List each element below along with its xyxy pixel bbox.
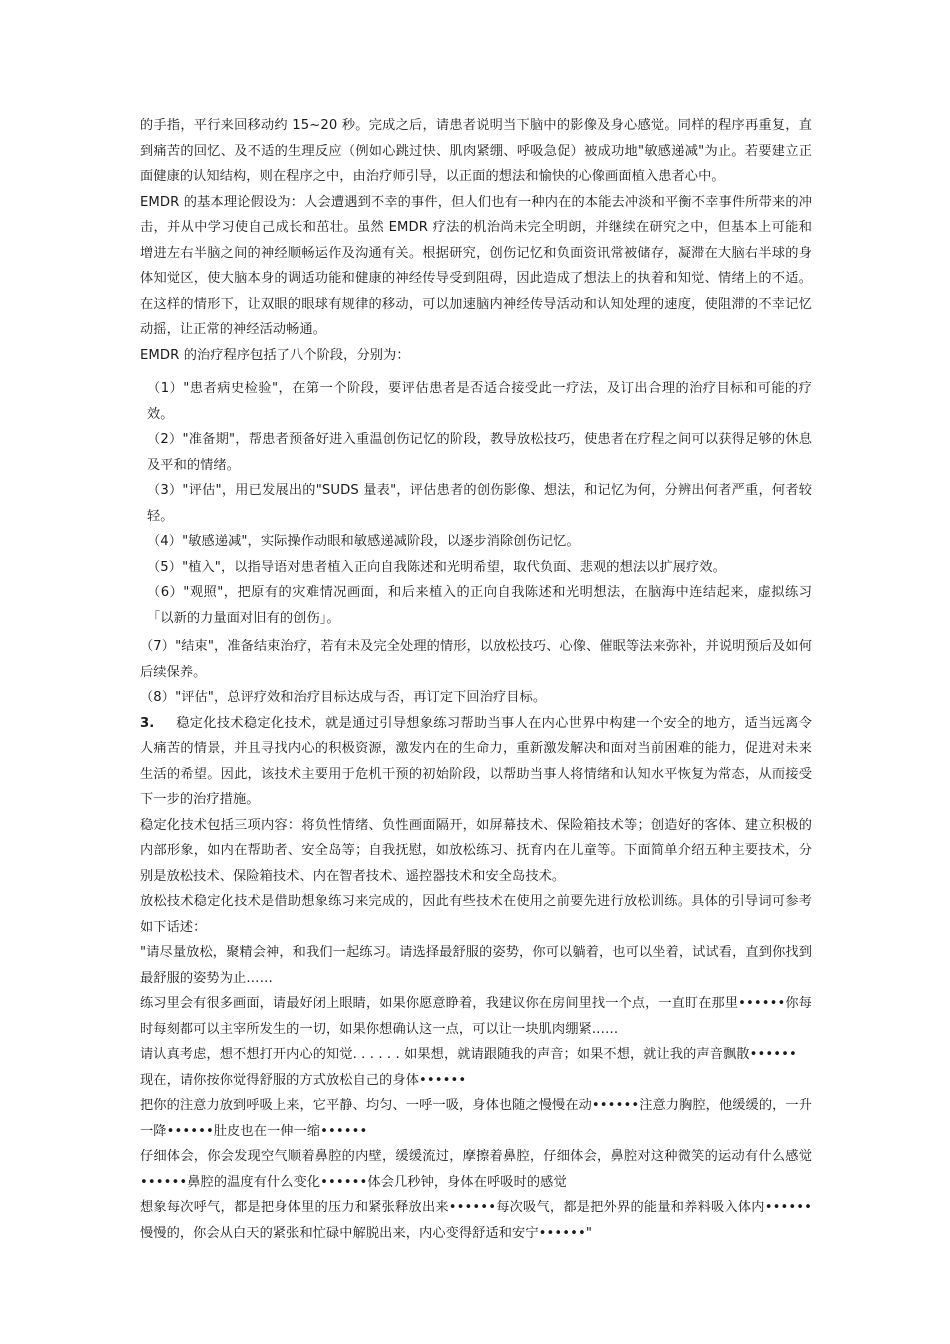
paragraph-emdr-procedure: 的手指，平行来回移动约 15~20 秒。完成之后，请患者说明当下脑中的影像及身心感觉。同样的程序再重复，直到痛苦的回忆、及不适的生理反应（例如心跳过快、肌肉紧绷、呼吸急促）被成功地"敏感递减"为止。若要建立正面健康的认知结构，则在程序之中，由治疗师引导，以正面的想法和愉快的心像画面植入患者心中。: [140, 118, 812, 184]
script-line-2: 练习里会有很多画面，请最好闭上眼睛，如果你愿意睁着，我建议你在房间里找一个点，一直盯在那里••••••你每时每刻都可以主宰所发生的一切，如果你想确认这一点，可以让一块肌肉绷紧……: [140, 996, 812, 1037]
stage-item-6: （6）"观照"，把原有的灾难情况画面，和后来植入的正向自我陈述和光明想法，在脑海中连结起来，虚拟练习「以新的力量面对旧有的创伤」。: [147, 585, 812, 626]
paragraph-relaxation-intro: 放松技术稳定化技术是借助想象练习来完成的，因此有些技术在使用之前要先进行放松训练。具体的引导词可参考如下话述：: [140, 894, 812, 935]
paragraph-emdr-stages-intro: EMDR 的治疗程序包括了八个阶段，分别为：: [140, 347, 410, 363]
stage-item-4: （4）"敏感递减"，实际操作动眼和敏感递减阶段，以逐步消除创伤记忆。: [147, 534, 580, 549]
stage-list-a: [140, 376, 812, 631]
stage-item-3: （3）"评估"，用已发展出的"SUDS 量表"，评估患者的创伤影像、想法，和记忆为何，分辨出何者严重，何者较轻。: [147, 483, 812, 524]
stage-item-1: （1）"患者病史检验"，在第一个阶段，要评估患者是否适合接受此一疗法，及订出合理的治疗目标和可能的疗效。: [147, 381, 812, 422]
paragraph-stabilization-content: 稳定化技术包括三项内容：将负性情绪、负性画面隔开，如屏幕技术、保险箱技术等；创造好的客体、建立积极的内部形象，如内在帮助者、安全岛等；自我抚慰，如放松练习、抚育内在儿童等。下面简单介绍五种主要技术，分别是放松技术、保险箱技术、内在智者技术、遥控器技术和安全岛技术。: [140, 817, 812, 884]
stage-item-2: （2）"准备期"，帮患者预备好进入重温创伤记忆的阶段，教导放松技巧，使患者在疗程之间可以获得足够的休息及平和的情绪。: [147, 432, 812, 473]
script-line-5: 把你的注意力放到呼吸上来，它平静、均匀、一呼一吸，身体也随之慢慢在动••••••注意力胸腔，他缓缓的，一升一降••••••肚皮也在一伸一缩••••••: [140, 1098, 812, 1139]
stage-item-8: （8）"评估"，总评疗效和治疗目标达成与否，再订定下回治疗目标。: [140, 690, 547, 705]
script-line-3: 请认真考虑，想不想打开内心的知觉. . . . . . 如果想，就请跟随我的声音；如果不想，就让我的声音飘散••••••: [140, 1047, 797, 1062]
script-line-7: 想象每次呼气，都是把身体里的压力和紧张释放出来••••••每次吸气，都是把外界的能量和养料吸入体内••••••慢慢的，你会从白天的紧张和忙碌中解脱出来，内心变得舒适和安宁••••••": [140, 1200, 812, 1241]
stage-item-7: （7）"结束"，准备结束治疗，若有未及完全处理的情形，以放松技巧、心像、催眠等法来弥补，并说明预后及如何后续保养。: [140, 639, 812, 680]
stage-list-b: [140, 634, 812, 711]
script-line-4: 现在，请你按你觉得舒服的方式放松自己的身体••••••: [140, 1072, 467, 1088]
script-line-6: 仔细体会，你会发现空气顺着鼻腔的内壁，缓缓流过，摩擦着鼻腔，仔细体会，鼻腔对这种微笑的运动有什么感觉••••••鼻腔的温度有什么变化••••••体会几秒钟，身体在呼吸时的感觉: [140, 1149, 812, 1190]
document-page: [140, 113, 812, 1246]
stage-item-5: （5）"植入"，以指导语对患者植入正向自我陈述和光明希望，取代负面、悲观的想法以扩展疗效。: [147, 559, 726, 575]
paragraph-emdr-theory: EMDR 的基本理论假设为：人会遭遇到不幸的事件，但人们也有一种内在的本能去冲淡和平衡不幸事件所带来的冲击，并从中学习使自己成长和茁壮。虽然 EMDR 疗法的机治尚未完全明朗，并继续在研究之中，但基本上可能和增进左右半脑之间的神经顺畅运作及沟通有关。根据研究，创伤记忆和负面资讯常被储存，凝滞在大脑右半球的身体知觉区，使大脑本身的调适功能和健康的神经传导受到阻碍，因此造成了想法上的执着和知觉、情绪上的不适。在这样的情形下，让双眼的眼球有规律的移动，可以加速脑内神经传导活动和认知处理的速度，使阻滞的不幸记忆动摇，让正常的神经活动畅通。: [140, 194, 812, 337]
section-3-paragraph: [140, 711, 812, 813]
section-3-number: 3.: [140, 715, 155, 731]
section-3-text: 稳定化技术稳定化技术，就是通过引导想象练习帮助当事人在内心世界中构建一个安全的地方，适当远离令人痛苦的情景，并且寻找内心的积极资源，激发内在的生命力，重新激发解决和面对当前困难的能力，促进对未来生活的希望。因此，该技术主要用于危机干预的初始阶段，以帮助当事人将情绪和认知水平恢复为常态，从而接受下一步的治疗措施。: [140, 715, 812, 807]
script-line-1: "请尽量放松，聚精会神，和我们一起练习。请选择最舒服的姿势，你可以躺着，也可以坐着，试试看，直到你找到最舒服的姿势为止……: [140, 945, 812, 986]
